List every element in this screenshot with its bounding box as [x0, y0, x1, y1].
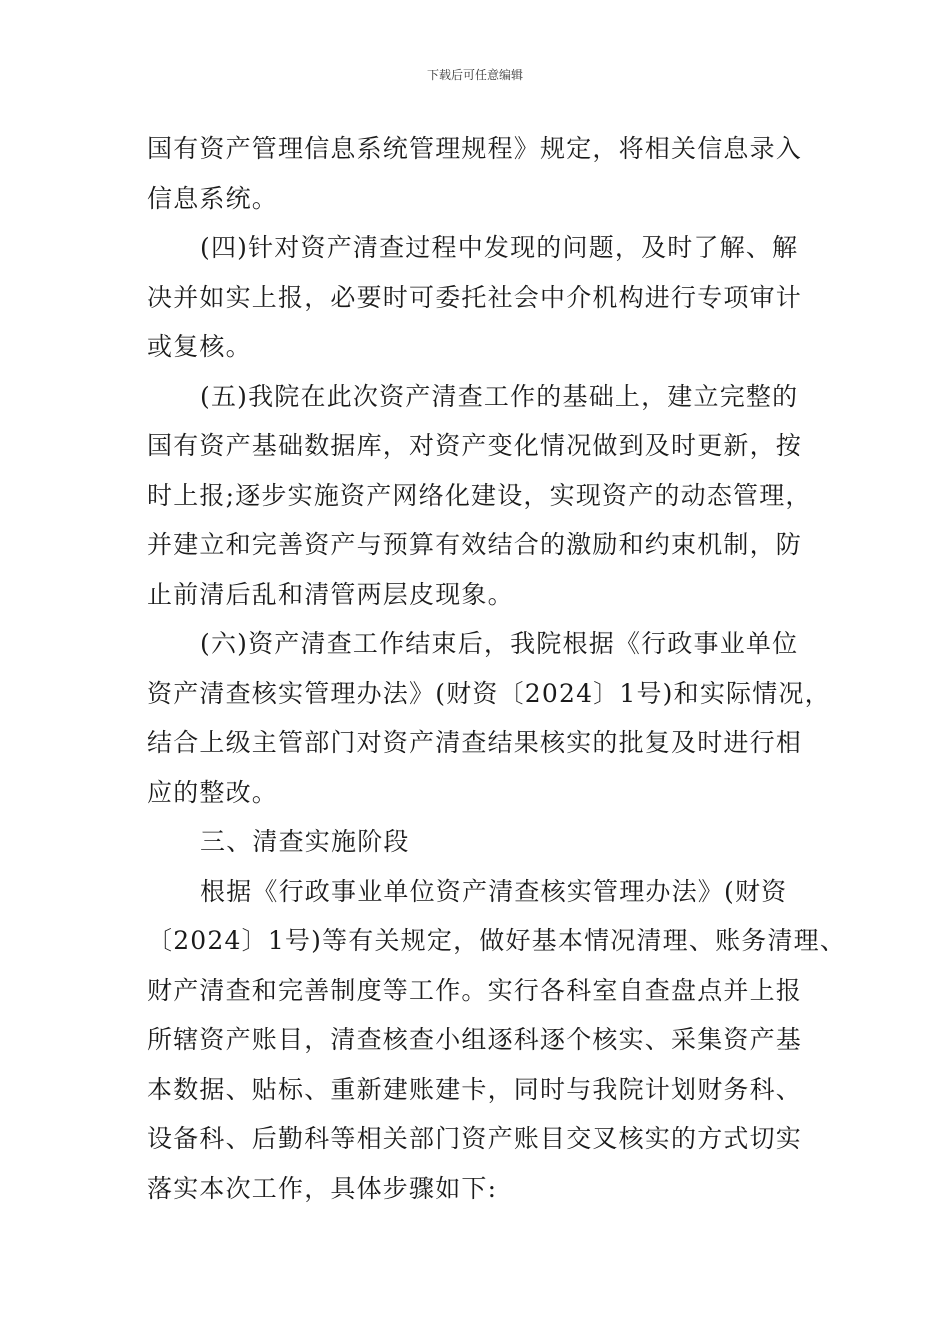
text-line: 本数据、贴标、重新建账建卡，同时与我院计划财务科、: [147, 1074, 803, 1104]
text-line: 资产清查核实管理办法》(财资〔2024〕1号)和实际情况，: [147, 678, 831, 708]
text-line: (六)资产清查工作结束后，我院根据《行政事业单位: [200, 629, 799, 658]
text-line: 并建立和完善资产与预算有效结合的激励和约束机制，防: [147, 530, 803, 559]
text-line: 决并如实上报，必要时可委托社会中介机构进行专项审计: [147, 282, 803, 312]
section-heading: 三、清查实施阶段: [200, 827, 410, 856]
text-line: 时上报;逐步实施资产网络化建设，实现资产的动态管理，: [147, 480, 812, 510]
text-line: 应的整改。: [147, 777, 279, 807]
text-line: 〔2024〕1号)等有关规定，做好基本情况清理、账务清理、: [147, 926, 847, 955]
document-body: [147, 124, 847, 1213]
text-line: 落实本次工作，具体步骤如下:: [147, 1173, 498, 1203]
page-header: 下载后可任意编辑: [426, 68, 523, 82]
text-line: 信息系统。: [147, 183, 279, 213]
text-line: 止前清后乱和清管两层皮现象。: [147, 579, 514, 609]
text-line: 财产清查和完善制度等工作。实行各科室自查盘点并上报: [147, 975, 803, 1005]
text-line: (四)针对资产清查过程中发现的问题，及时了解、解: [200, 233, 799, 262]
text-line: (五)我院在此次资产清查工作的基础上，建立完整的: [200, 381, 799, 411]
text-line: 结合上级主管部门对资产清查结果核实的批复及时进行相: [147, 728, 803, 757]
text-line: 或复核。: [147, 332, 252, 361]
text-line: 国有资产基础数据库，对资产变化情况做到及时更新，按: [147, 431, 803, 460]
text-line: 设备科、后勤科等相关部门资产账目交叉核实的方式切实: [147, 1124, 803, 1153]
text-line: 所辖资产账目，清查核查小组逐科逐个核实、采集资产基: [147, 1025, 803, 1054]
text-line: 国有资产管理信息系统管理规程》规定，将相关信息录入: [147, 134, 803, 163]
text-line: 根据《行政事业单位资产清查核实管理办法》(财资: [200, 876, 788, 906]
